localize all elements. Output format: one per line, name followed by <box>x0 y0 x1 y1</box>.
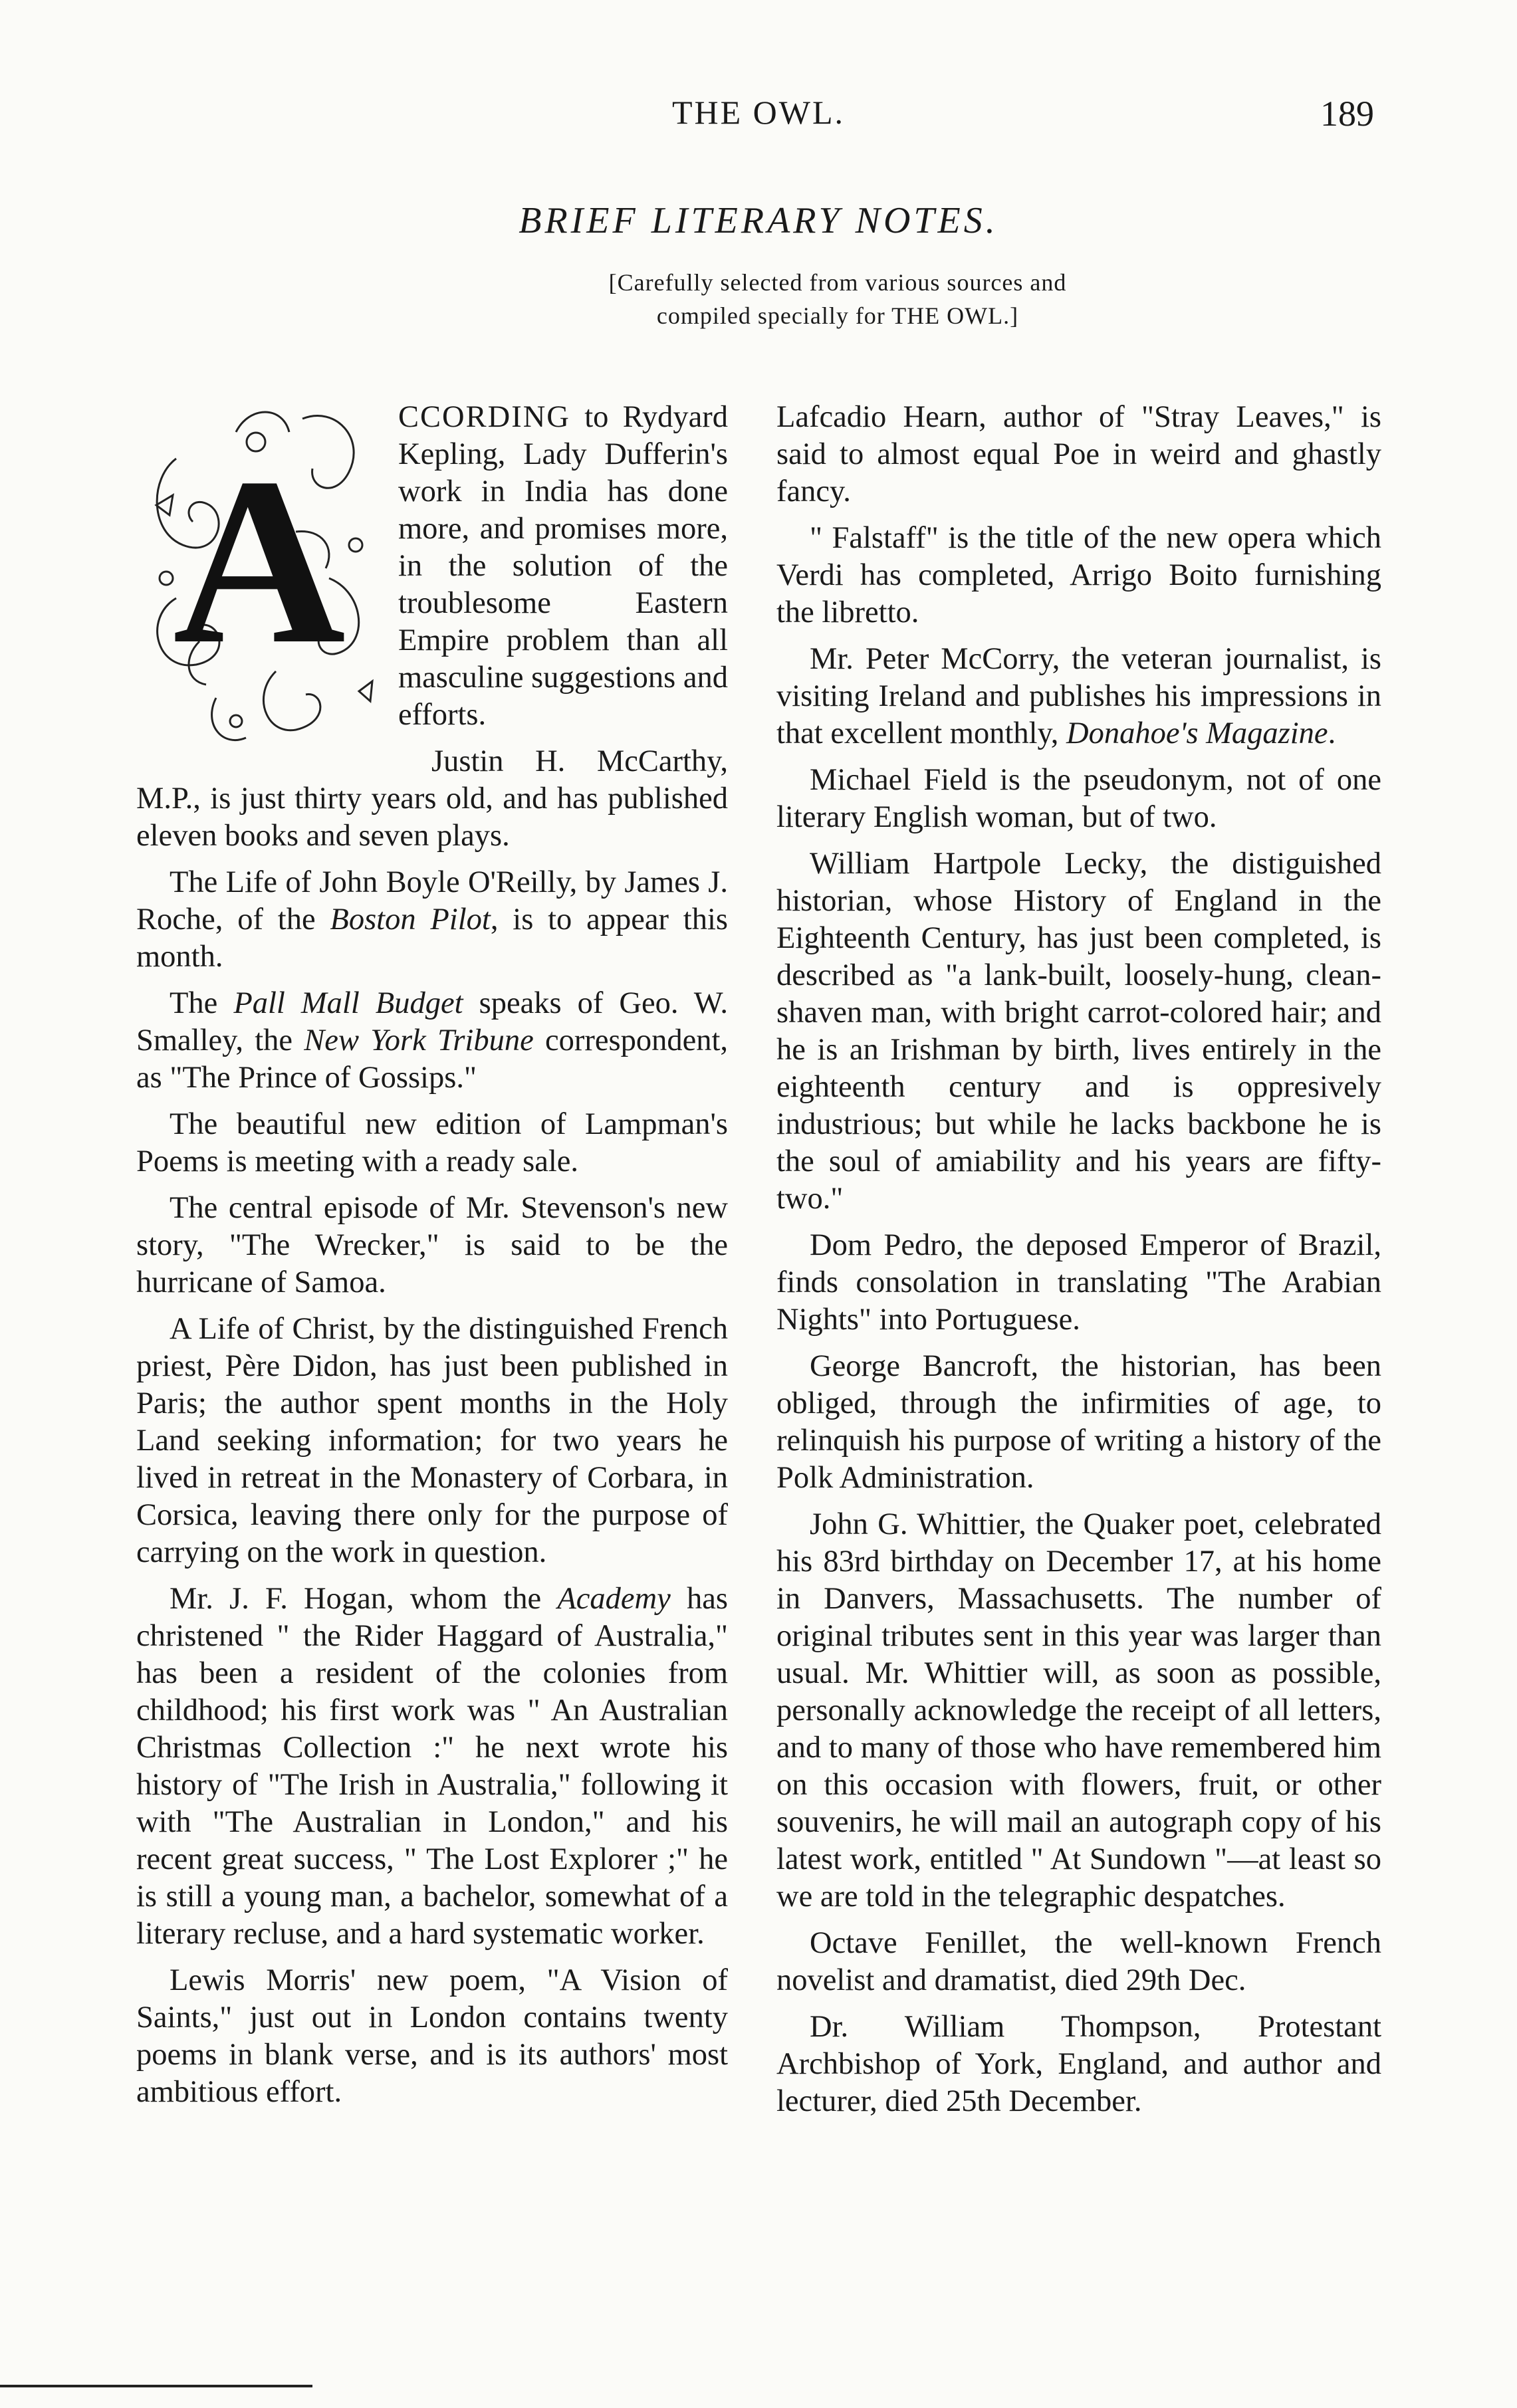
note-fenillet: Octave Fenillet, the well-known French novelist and dramatist, died 29th Dec. <box>776 1926 1381 1997</box>
note-hogan: Mr. J. F. Hogan, whom the Academy has christened " the Rider Haggard of Australia," has been a resident of the colonies from childhood; his first work was " An Australian Christmas Collection :" he next wrote his history of "The Irish in Australia," following it with "The Australian in London," and his recent great success, " The Lost Explorer ;" he is still a young man, a bachelor, somewhat of a literary recluse, and a hard systematic worker. <box>136 1582 728 1951</box>
note-kipling-text: to Rydyard Kepling, Lady Dufferin's work in India has done more, and promises more, in the solution of the troublesome Eastern Empire problem than all masculine suggestions and efforts. <box>398 400 728 732</box>
note-falstaff: " Falstaff" is the title of the new opera which Verdi has completed, Arrigo Boito furnishing the libretto. <box>776 521 1381 629</box>
note-whittier: John G. Whittier, the Quaker poet, celebrated his 83rd birthday on December 17, at his home in Danvers, Massachusetts. The number of original tributes sent in this year was larger than usual. Mr. Whittier will, as soon as possible, personally acknowledge the receipt of all letters, and to many of those who have remembered him on this occasion with flowers, fruit, or other souvenirs, he will mail an autograph copy of his latest work, entitled " At Sundown "—at least so we are told in the telegraphic despatches. <box>776 1507 1381 1914</box>
note-mccorry: Mr. Peter McCorry, the veteran journalist, is visiting Ireland and publishes his impressions in that excellent monthly, Donahoe's Magazine. <box>776 642 1381 750</box>
note-michael-field: Michael Field is the pseudonym, not of one literary English woman, but of two. <box>776 763 1381 834</box>
journal-title: THE OWL. <box>671 94 846 131</box>
bottom-rule <box>0 2385 312 2387</box>
publication-boston-pilot: Boston Pilot <box>330 903 491 936</box>
right-column <box>776 399 1381 2130</box>
note-lecky: William Hartpole Lecky, the distiguished historian, whose History of England in the Eighteenth Century, has just been completed, is described as "a lank-built, loosely-hung, clean-shaven man, with bright carrot-colored hair; and he is an Irishman by birth, lives entirely in the eighteenth century and is oppresively industrious; but while he lacks backbone he is the soul of amiability and his years are fifty-two." <box>776 847 1381 1216</box>
note-lampman: The beautiful new edition of Lampman's Poems is meeting with a ready sale. <box>136 1107 728 1178</box>
publication-donahoes-magazine: Donahoe's Magazine <box>1066 716 1328 750</box>
note-dom-pedro: Dom Pedro, the deposed Emperor of Brazil, finds consolation in translating "The Arabian Nights" into Portuguese. <box>776 1228 1381 1337</box>
section-subtitle: [Carefully selected from various sources and compiled specially for THE OWL.] <box>608 269 1067 329</box>
running-head <box>0 93 1517 146</box>
note-stevenson: The central episode of Mr. Stevenson's new story, "The Wrecker," is said to be the hurricane of Samoa. <box>136 1191 728 1299</box>
note-hearn: Lafcadio Hearn, author of "Stray Leaves," is said to almost equal Poe in weird and ghastly fancy. <box>776 400 1381 508</box>
note-oreilly: The Life of John Boyle O'Reilly, by James J. Roche, of the Boston Pilot, is to appear this month. <box>136 865 728 974</box>
note-smalley: The Pall Mall Budget speaks of Geo. W. Smalley, the New York Tribune correspondent, as "The Prince of Gossips." <box>136 986 729 1095</box>
publication-pall-mall-budget: Pall Mall Budget <box>233 986 463 1020</box>
note-didon: A Life of Christ, by the distinguished French priest, Père Didon, has just been published in Paris; the author spent months in the Holy Land seeking information; for two years he lived in retreat in the Monastery of Corbara, in Corsica, leaving there only for the purpose of carrying on the work in question. <box>136 1312 728 1569</box>
left-column <box>136 399 728 2120</box>
publication-academy: Academy <box>557 1582 671 1616</box>
section-title: BRIEF LITERARY NOTES. <box>519 200 998 241</box>
ornamental-initial-icon <box>136 379 382 754</box>
publication-new-york-tribune: New York Tribune <box>304 1024 534 1057</box>
ornamental-initial-a <box>136 379 382 754</box>
note-thompson: Dr. William Thompson, Protestant Archbishop of York, England, and author and lecturer, died 25th December. <box>776 2010 1381 2118</box>
note-morris: Lewis Morris' new poem, "A Vision of Saints," just out in London contains twenty poems in blank verse, and is its authors' most ambitious effort. <box>136 1963 728 2109</box>
page-number: 189 <box>1320 94 1374 134</box>
note-mccarthy: Justin H. McCarthy, M.P., is just thirty years old, and has published eleven books and seven plays. <box>136 744 728 853</box>
note-kipling-lead: CCORDING <box>398 400 570 434</box>
drop-cap-letter: A <box>173 428 346 693</box>
note-bancroft: George Bancroft, the historian, has been obliged, through the infirmities of age, to relinquish his purpose of writing a history of the Polk Administration. <box>776 1349 1381 1495</box>
